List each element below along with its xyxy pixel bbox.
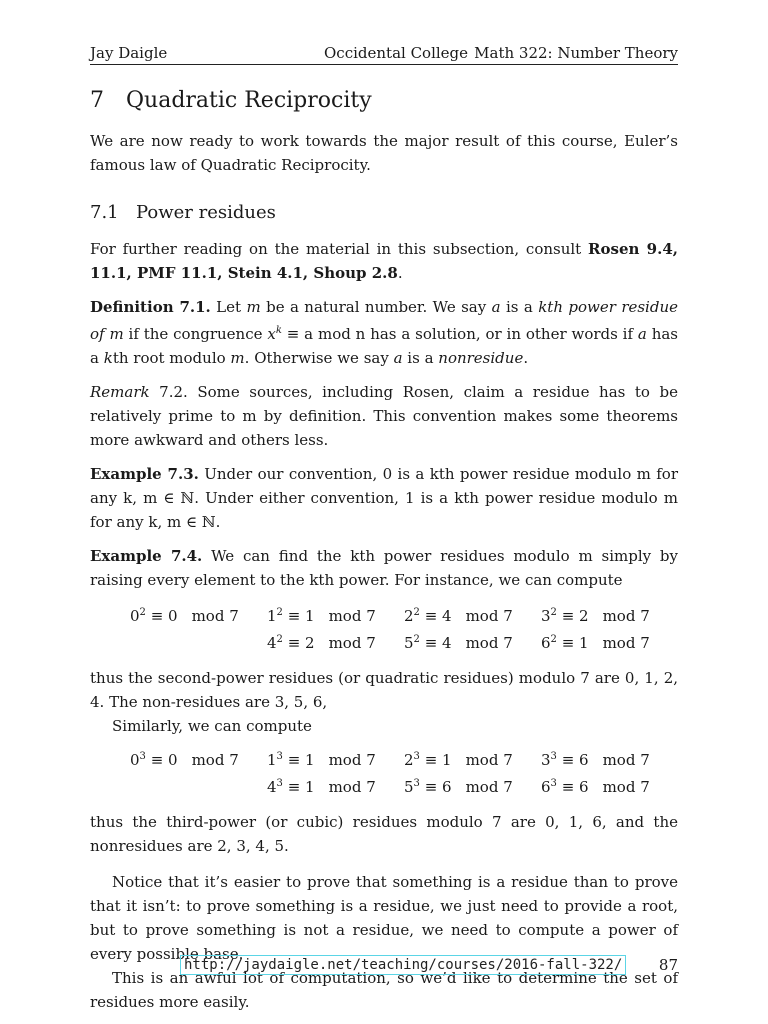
equation: $4^3 \equiv 1$ mod 7 [267, 778, 376, 796]
remark-label: Remark [90, 383, 150, 401]
header-author: Jay Daigle [90, 44, 168, 62]
cubes-table [90, 748, 678, 802]
equation: $0^3 \equiv 0$ mod 7 [130, 751, 239, 769]
page-header [90, 42, 678, 65]
section-number: 7 [90, 88, 104, 113]
computation-paragraph: This is an awful lot of computation, so we’d like to determine the set of residues more easily. [90, 969, 678, 1011]
def-text: if the congruence [123, 325, 268, 343]
subsection-heading [90, 199, 678, 227]
def-text: th root modulo [112, 349, 231, 367]
squares-conclusion: thus the second-power residues (or quadratic residues) modulo 7 are 0, 1, 2, 4. The non-residues are 3, 5, 6, [90, 669, 678, 711]
def-text: Let [210, 298, 247, 316]
page-number: 87 [658, 956, 678, 974]
reading-refs: Rosen 9.4, 11.1, PMF 11.1, Stein 4.1, Shoup 2.8 [90, 240, 678, 282]
header-course: Math 322: Number Theory [474, 44, 678, 62]
definition-label: Definition 7.1. [90, 298, 211, 316]
example-7-4 [90, 544, 678, 592]
def-var: m [246, 298, 261, 316]
remark-7-2 [90, 380, 678, 452]
equation: $3^2 \equiv 2$ mod 7 [541, 607, 650, 625]
def-text: is a [500, 298, 539, 316]
reading-paragraph [90, 237, 678, 285]
cubes-row-2 [90, 775, 678, 802]
intro-paragraph: We are now ready to work towards the major result of this course, Euler’s famous law of Quadratic Reciprocity. [90, 132, 678, 174]
notice-paragraph: Notice that it’s easier to prove that something is a residue than to prove that it isn’t: to prove something is a residue, we just need to provide a root, but to prove something is not a residue, we need to compute a power of every possible base. [90, 873, 678, 963]
def-var: a [637, 325, 647, 343]
squares-row-2 [90, 631, 678, 658]
def-text: . [523, 349, 529, 367]
def-term: nonresidue [438, 349, 524, 367]
equation: $1^3 \equiv 1$ mod 7 [267, 751, 376, 769]
similarly-text: Similarly, we can compute [112, 717, 312, 735]
def-var: a [393, 349, 403, 367]
example-7-3 [90, 462, 678, 534]
reading-end: . [397, 264, 403, 282]
equation: $6^2 \equiv 1$ mod 7 [541, 634, 650, 652]
example-text: Under our convention, 0 is a kth power residue modulo m for any k, m ∈ ℕ. Under either convention, 1 is a kth power residue modulo m for any k, m ∈ ℕ. [90, 465, 678, 531]
def-var: a [491, 298, 501, 316]
remark-text: 7.2. Some sources, including Rosen, claim a residue has to be relatively prime to m by definition. This convention makes some theorems more awkward and others less. [90, 383, 678, 449]
def-text: has a [90, 325, 679, 367]
equation: $2^3 \equiv 1$ mod 7 [404, 751, 513, 769]
squares-table [90, 604, 678, 658]
example-label: Example 7.4. [90, 547, 203, 565]
def-term: kth power residue of m [90, 298, 678, 343]
equation: $5^2 \equiv 4$ mod 7 [404, 634, 513, 652]
course-url-link[interactable]: http://jaydaigle.net/teaching/courses/2016-fall-322/ [180, 955, 626, 975]
page-content [90, 85, 678, 1014]
subsection-title: Power residues [136, 202, 276, 223]
example-text: We can find the kth power residues modulo m simply by raising every element to the kth power. For instance, we can compute [90, 547, 678, 589]
def-congruence-rest: ≡ a mod n [281, 325, 366, 343]
cubes-conclusion: thus the third-power (or cubic) residues modulo 7 are 0, 1, 6, and the nonresidues are 2, 3, 4, 5. [90, 813, 678, 855]
def-text: be a natural number. We say [260, 298, 492, 316]
def-var: k [103, 349, 113, 367]
def-congruence-exp: k [275, 325, 282, 336]
equation: $3^3 \equiv 6$ mod 7 [541, 751, 650, 769]
equation: $2^2 \equiv 4$ mod 7 [404, 607, 513, 625]
equation: $5^3 \equiv 6$ mod 7 [404, 778, 513, 796]
cubes-row-1 [90, 748, 678, 775]
section-title: Quadratic Reciprocity [126, 88, 372, 113]
equation: $0^2 \equiv 0$ mod 7 [130, 607, 239, 625]
section-heading [90, 85, 678, 117]
definition-7-1 [90, 295, 678, 370]
def-congruence: x [267, 325, 276, 343]
squares-row-1 [90, 604, 678, 631]
subsection-number: 7.1 [90, 202, 119, 223]
header-institution: Occidental College [324, 44, 469, 62]
equation: $1^2 \equiv 1$ mod 7 [267, 607, 376, 625]
def-text: is a [402, 349, 439, 367]
reading-text: For further reading on the material in this subsection, consult [90, 240, 589, 258]
def-text: has a solution, or in other words if [365, 325, 638, 343]
def-var: m [230, 349, 245, 367]
equation: $6^3 \equiv 6$ mod 7 [541, 778, 650, 796]
equation: $4^2 \equiv 2$ mod 7 [267, 634, 376, 652]
def-text: . Otherwise we say [244, 349, 394, 367]
example-label: Example 7.3. [90, 465, 199, 483]
